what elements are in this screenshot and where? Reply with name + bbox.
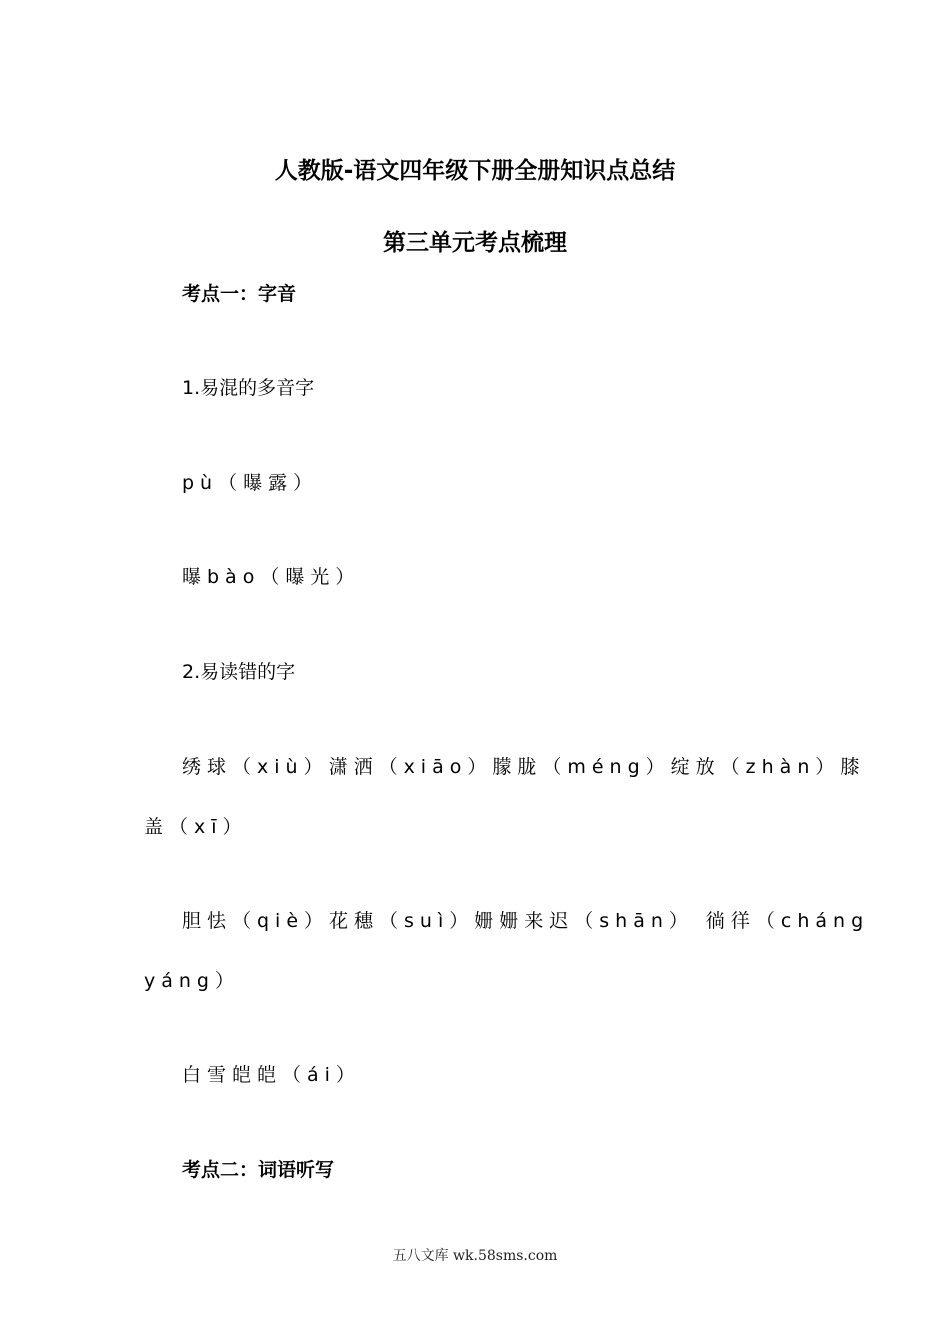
misread-line-2: 胆怯（qiè）花穗（suì）姗姗来迟（shān） 徜徉（cháng <box>182 910 870 932</box>
misread-line-2-cont: yáng） <box>144 970 240 992</box>
polyphonic-line-2: 曝bào（曝光） <box>182 566 361 588</box>
item-polyphonic-label: 1.易混的多音字 <box>182 377 315 399</box>
item-misread-label: 2.易读错的字 <box>182 661 296 683</box>
polyphonic-line-1: pù（曝露） <box>182 472 319 494</box>
misread-line-1: 绣球（xiù）潇洒（xiāo）朦胧（méng）绽放（zhàn）膝 <box>182 756 866 778</box>
section-heading-dictation: 考点二：词语听写 <box>182 1159 335 1181</box>
unit-subtitle: 第三单元考点梳理 <box>383 230 567 256</box>
document-title: 人教版-语文四年级下册全册知识点总结 <box>274 158 676 184</box>
footer-watermark: 五八文库 wk.58sms.com <box>392 1248 558 1264</box>
misread-line-1-cont: 盖（xī） <box>144 816 248 838</box>
misread-line-3: 白雪皑皑（ái） <box>182 1064 361 1086</box>
section-heading-pronunciation: 考点一：字音 <box>182 283 297 305</box>
